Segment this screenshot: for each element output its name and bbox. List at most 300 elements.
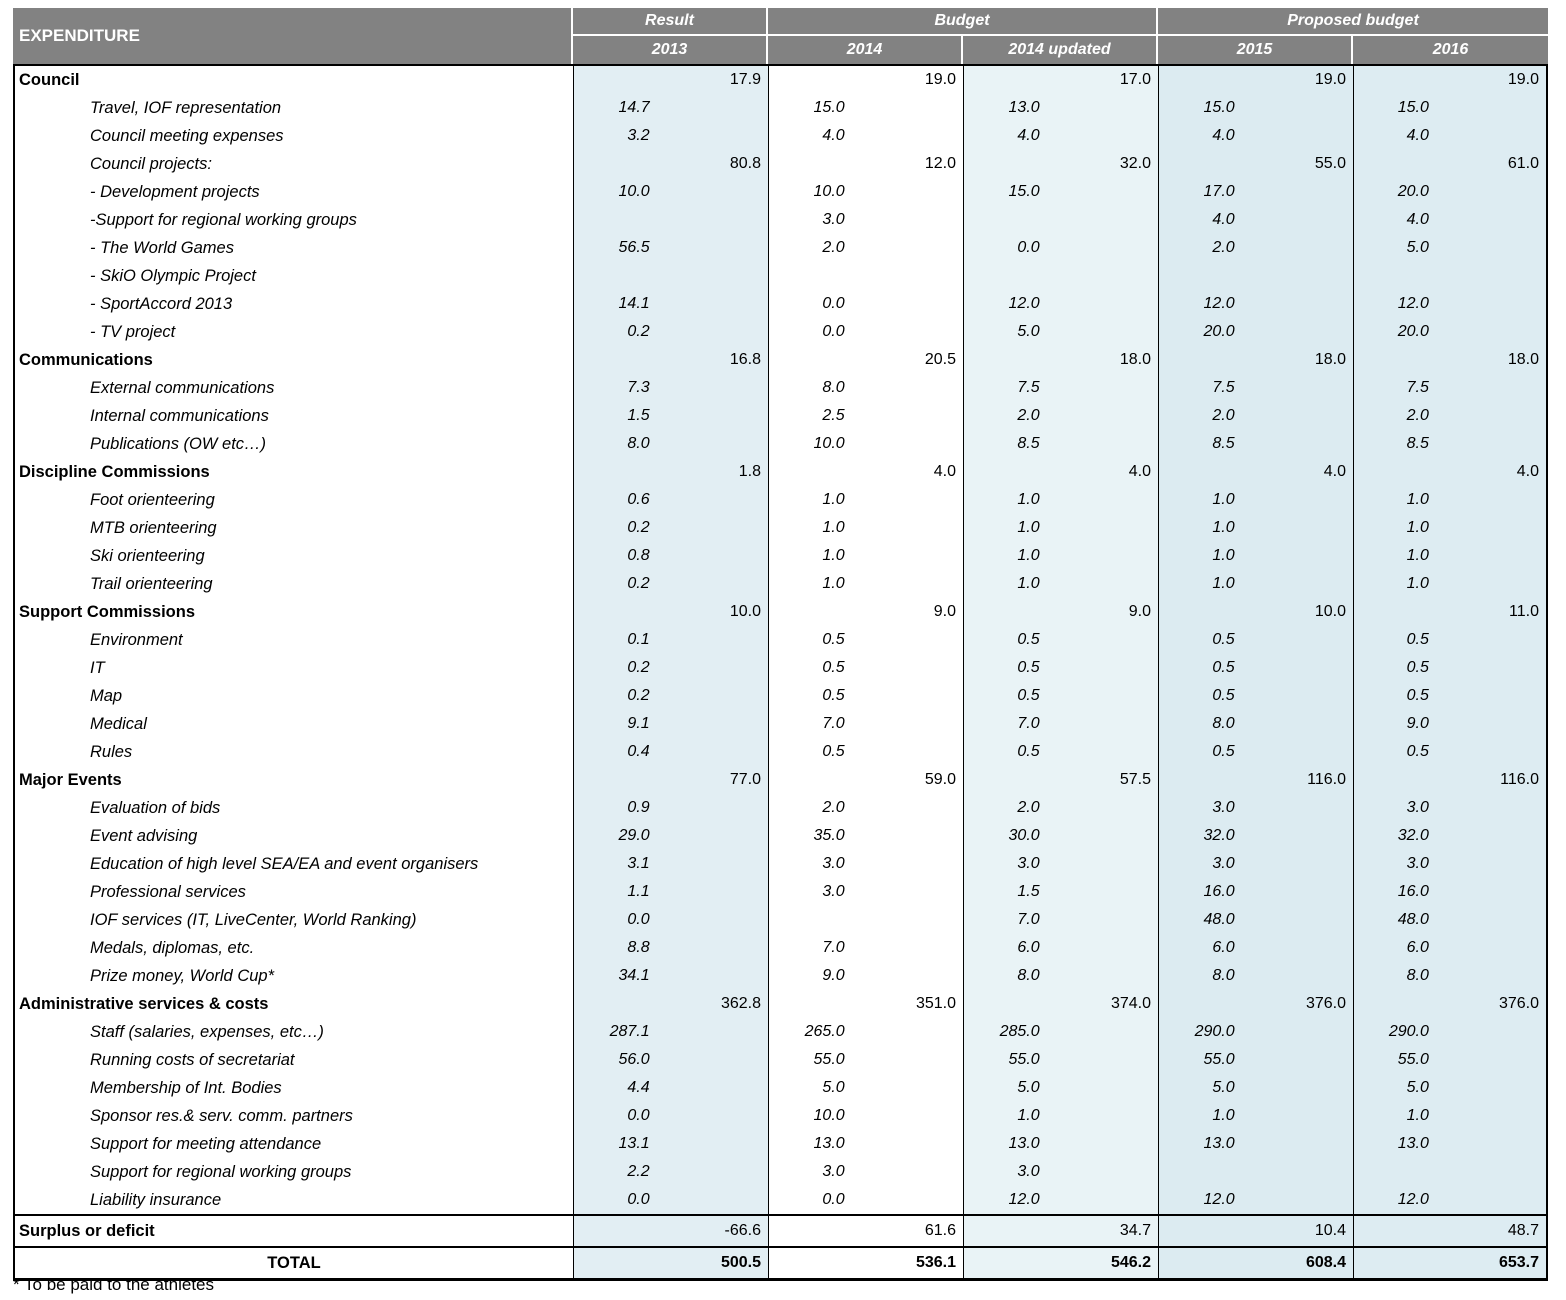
value-cell (1353, 150, 1546, 178)
value-cell (963, 710, 1158, 738)
value-cell (1158, 178, 1353, 206)
value-cell (768, 850, 963, 878)
row-label: Ski orienteering (15, 542, 573, 570)
cell-value: 10.0 (813, 183, 845, 200)
cell-value: 0.2 (627, 575, 650, 592)
cell-value: 20.0 (1203, 323, 1235, 340)
value-cell (768, 402, 963, 430)
cell-value: 1.0 (1406, 519, 1429, 536)
cell-value: 35.0 (813, 827, 845, 844)
cell-value: 1.1 (627, 883, 650, 900)
cell-value: 57.5 (1119, 771, 1151, 788)
cell-value: 5.0 (1406, 1079, 1429, 1096)
cell-value: 11.0 (1509, 603, 1539, 620)
value-cell (573, 822, 768, 850)
cell-value: 34.1 (618, 967, 650, 984)
value-cell (963, 1074, 1158, 1102)
cell-value: 15.0 (813, 99, 845, 116)
item-row (15, 234, 1546, 262)
cell-value: 7.0 (1017, 911, 1040, 928)
cell-value: 1.0 (822, 575, 845, 592)
value-cell (963, 626, 1158, 654)
value-cell (573, 990, 768, 1018)
row-label: Running costs of secretariat (15, 1046, 573, 1074)
cell-value: 13.0 (813, 1135, 845, 1152)
cell-value: 0.8 (627, 547, 650, 564)
value-cell (963, 122, 1158, 150)
cell-value: 10.0 (813, 1107, 845, 1124)
cell-value: 4.0 (1128, 463, 1151, 480)
value-cell (1158, 318, 1353, 346)
value-cell (768, 1046, 963, 1074)
cell-value: 3.0 (1212, 855, 1235, 872)
value-cell (573, 850, 768, 878)
item-row (15, 682, 1546, 710)
cell-value: 8.8 (627, 939, 650, 956)
value-cell (1158, 1102, 1353, 1130)
cell-value: 0.0 (822, 323, 845, 340)
value-cell (768, 738, 963, 766)
header-year-2016: 2016 (1353, 36, 1548, 64)
row-label: Staff (salaries, expenses, etc…) (15, 1018, 573, 1046)
value-cell (573, 962, 768, 990)
cell-value: 9.0 (1128, 603, 1151, 620)
value-cell (1158, 1158, 1353, 1186)
value-cell (1158, 1186, 1353, 1214)
cell-value: 1.8 (738, 463, 761, 480)
value-cell (573, 1046, 768, 1074)
cell-value: 9.0 (933, 603, 956, 620)
value-cell (1353, 346, 1546, 374)
cell-value: 608.4 (1305, 1254, 1346, 1271)
row-label: IOF services (IT, LiveCenter, World Ranking) (15, 906, 573, 934)
value-cell (1353, 94, 1546, 122)
value-cell (963, 850, 1158, 878)
cell-value: 8.0 (1406, 967, 1429, 984)
cell-value: 4.4 (627, 1079, 650, 1096)
item-row (15, 962, 1546, 990)
cell-value: 0.5 (1212, 631, 1235, 648)
cell-value: 4.0 (1212, 127, 1235, 144)
item-row (15, 570, 1546, 598)
row-label: - SportAccord 2013 (15, 290, 573, 318)
item-row (15, 878, 1546, 906)
cell-value: 9.0 (1406, 715, 1429, 732)
value-cell (1353, 570, 1546, 598)
item-row (15, 1046, 1546, 1074)
total-row (15, 1246, 1546, 1278)
cell-value: 290.0 (1194, 1023, 1235, 1040)
row-label: Support Commissions (15, 598, 573, 626)
value-cell (573, 486, 768, 514)
cell-value: 61.0 (1507, 155, 1539, 172)
cell-value: 7.5 (1212, 379, 1235, 396)
item-row (15, 178, 1546, 206)
value-cell (1158, 234, 1353, 262)
row-label: Council meeting expenses (15, 122, 573, 150)
cell-value: 0.4 (627, 743, 650, 760)
cell-value: 0.0 (627, 911, 650, 928)
cell-value: 285.0 (999, 1023, 1040, 1040)
value-cell (1158, 262, 1353, 290)
row-label: Major Events (15, 766, 573, 794)
cell-value: 0.5 (822, 687, 845, 704)
row-label: Education of high level SEA/EA and event organisers (15, 850, 573, 878)
cell-value: 77.0 (729, 771, 761, 788)
value-cell (963, 514, 1158, 542)
value-cell (963, 1248, 1158, 1278)
cell-value: 1.0 (1017, 491, 1040, 508)
expenditure-header: EXPENDITURE (13, 8, 573, 64)
value-cell (573, 122, 768, 150)
item-row (15, 206, 1546, 234)
value-cell (573, 1102, 768, 1130)
cell-value: 3.0 (822, 211, 845, 228)
cell-value: 2.0 (1406, 407, 1429, 424)
value-cell (1158, 990, 1353, 1018)
cell-value: 8.5 (1406, 435, 1429, 452)
value-cell (1158, 150, 1353, 178)
cell-value: 55.0 (1203, 1051, 1235, 1068)
item-row (15, 374, 1546, 402)
value-cell (573, 318, 768, 346)
value-cell (573, 290, 768, 318)
cell-value: 8.0 (1212, 715, 1235, 732)
value-cell (768, 1158, 963, 1186)
value-cell (1158, 654, 1353, 682)
header-group-result: Result (573, 8, 768, 36)
value-cell (1158, 458, 1353, 486)
value-cell (768, 458, 963, 486)
value-cell (1158, 402, 1353, 430)
value-cell (768, 262, 963, 290)
value-cell (1353, 598, 1546, 626)
row-label: Medals, diplomas, etc. (15, 934, 573, 962)
cell-value: 7.3 (627, 379, 650, 396)
row-label: Medical (15, 710, 573, 738)
cell-value: 18.0 (1507, 351, 1539, 368)
row-label: - The World Games (15, 234, 573, 262)
value-cell (768, 374, 963, 402)
value-cell (1353, 234, 1546, 262)
cell-value: 374.0 (1110, 995, 1151, 1012)
value-cell (963, 542, 1158, 570)
row-label: Surplus or deficit (15, 1216, 573, 1246)
value-cell (1158, 598, 1353, 626)
value-cell (963, 374, 1158, 402)
cell-value: 12.0 (1203, 1191, 1235, 1208)
cell-value: 6.0 (1212, 939, 1235, 956)
item-row (15, 402, 1546, 430)
row-label: IT (15, 654, 573, 682)
value-cell (963, 346, 1158, 374)
cell-value: 2.0 (1017, 799, 1040, 816)
value-cell (573, 206, 768, 234)
footnote: * To be paid to the athletes (13, 1275, 215, 1294)
row-label: Trail orienteering (15, 570, 573, 598)
item-row (15, 318, 1546, 346)
cell-value: 55.0 (813, 1051, 845, 1068)
value-cell (1158, 1018, 1353, 1046)
value-cell (768, 906, 963, 934)
value-cell (963, 794, 1158, 822)
cell-value: 0.5 (1017, 631, 1040, 648)
cell-value: 5.0 (1017, 1079, 1040, 1096)
value-cell (1353, 486, 1546, 514)
cell-value: 0.5 (822, 659, 845, 676)
value-cell (768, 346, 963, 374)
cell-value: 0.5 (1406, 659, 1429, 676)
cell-value: 30.0 (1008, 827, 1040, 844)
cell-value: 13.0 (1203, 1135, 1235, 1152)
cell-value: 20.5 (924, 351, 956, 368)
cell-value: 3.0 (822, 855, 845, 872)
cell-value: 5.0 (1017, 323, 1040, 340)
cell-value: 14.7 (618, 99, 650, 116)
value-cell (1353, 1158, 1546, 1186)
value-cell (963, 906, 1158, 934)
cell-value: 17.0 (1119, 71, 1151, 88)
row-label: Council projects: (15, 150, 573, 178)
row-label: Administrative services & costs (15, 990, 573, 1018)
value-cell (1353, 738, 1546, 766)
cell-value: 8.5 (1017, 435, 1040, 452)
cell-value: 12.0 (924, 155, 956, 172)
cell-value: 17.9 (729, 71, 761, 88)
value-cell (963, 934, 1158, 962)
value-cell (963, 1216, 1158, 1246)
value-cell (768, 430, 963, 458)
value-cell (768, 290, 963, 318)
row-label: Council (15, 66, 573, 94)
cell-value: 0.6 (627, 491, 650, 508)
cell-value: 3.0 (822, 1163, 845, 1180)
item-row (15, 1102, 1546, 1130)
value-cell (963, 430, 1158, 458)
cell-value: 10.0 (1314, 603, 1346, 620)
value-cell (573, 542, 768, 570)
cell-value: 8.0 (822, 379, 845, 396)
cell-value: -66.6 (724, 1222, 761, 1239)
value-cell (1353, 178, 1546, 206)
category-row (15, 458, 1546, 486)
item-row (15, 850, 1546, 878)
value-cell (768, 150, 963, 178)
cell-value: 0.5 (1212, 659, 1235, 676)
cell-value: 116.0 (1307, 771, 1346, 788)
value-cell (1353, 1018, 1546, 1046)
cell-value: 1.0 (822, 491, 845, 508)
value-cell (768, 542, 963, 570)
cell-value: 1.0 (1212, 491, 1235, 508)
cell-value: 1.0 (1406, 575, 1429, 592)
value-cell (573, 150, 768, 178)
value-cell (963, 1130, 1158, 1158)
value-cell (1353, 122, 1546, 150)
cell-value: 3.0 (1212, 799, 1235, 816)
value-cell (573, 430, 768, 458)
cell-value: 1.0 (1212, 1107, 1235, 1124)
item-row (15, 262, 1546, 290)
cell-value: 56.5 (618, 239, 650, 256)
cell-value: 1.0 (1017, 519, 1040, 536)
value-cell (573, 598, 768, 626)
value-cell (1353, 1186, 1546, 1214)
cell-value: 500.5 (720, 1254, 761, 1271)
category-row (15, 598, 1546, 626)
value-cell (1158, 1216, 1353, 1246)
cell-value: 15.0 (1397, 99, 1429, 116)
cell-value: 10.0 (729, 603, 761, 620)
value-cell (1353, 1130, 1546, 1158)
row-label: External communications (15, 374, 573, 402)
value-cell (1353, 962, 1546, 990)
cell-value: 1.0 (1212, 575, 1235, 592)
value-cell (573, 794, 768, 822)
value-cell (963, 1018, 1158, 1046)
cell-value: 12.0 (1397, 295, 1429, 312)
cell-value: 13.0 (1008, 1135, 1040, 1152)
row-label: -Support for regional working groups (15, 206, 573, 234)
value-cell (1158, 206, 1353, 234)
row-label: - SkiO Olympic Project (15, 262, 573, 290)
value-cell (573, 514, 768, 542)
cell-value: 376.0 (1305, 995, 1346, 1012)
value-cell (573, 906, 768, 934)
cell-value: 1.0 (1212, 547, 1235, 564)
value-cell (573, 1018, 768, 1046)
value-cell (1158, 346, 1353, 374)
cell-value: 116.0 (1500, 771, 1539, 788)
cell-value: 48.7 (1507, 1222, 1539, 1239)
item-row (15, 906, 1546, 934)
cell-value: 0.0 (1017, 239, 1040, 256)
value-cell (963, 178, 1158, 206)
cell-value: 362.8 (720, 995, 761, 1012)
item-row (15, 1158, 1546, 1186)
value-cell (573, 710, 768, 738)
value-cell (963, 290, 1158, 318)
value-cell (573, 178, 768, 206)
value-cell (573, 654, 768, 682)
value-cell (963, 94, 1158, 122)
item-row (15, 794, 1546, 822)
row-label: Internal communications (15, 402, 573, 430)
value-cell (768, 766, 963, 794)
cell-value: 0.5 (1406, 687, 1429, 704)
cell-value: 0.0 (822, 1191, 845, 1208)
row-label: Evaluation of bids (15, 794, 573, 822)
cell-value: 59.0 (924, 771, 956, 788)
row-label: Communications (15, 346, 573, 374)
value-cell (963, 990, 1158, 1018)
value-cell (768, 654, 963, 682)
value-cell (963, 318, 1158, 346)
item-row (15, 654, 1546, 682)
cell-value: 13.1 (618, 1135, 650, 1152)
cell-value: 12.0 (1203, 295, 1235, 312)
value-cell (1353, 430, 1546, 458)
row-label: - TV project (15, 318, 573, 346)
cell-value: 1.0 (822, 519, 845, 536)
cell-value: 3.0 (1406, 799, 1429, 816)
value-cell (1353, 710, 1546, 738)
cell-value: 0.0 (627, 1107, 650, 1124)
cell-value: 2.0 (1212, 407, 1235, 424)
item-row (15, 1186, 1546, 1214)
header-year-2015: 2015 (1158, 36, 1353, 64)
value-cell (573, 458, 768, 486)
value-cell (1158, 794, 1353, 822)
value-cell (963, 962, 1158, 990)
value-cell (768, 234, 963, 262)
item-row (15, 94, 1546, 122)
value-cell (573, 374, 768, 402)
value-cell (1353, 1216, 1546, 1246)
cell-value: 20.0 (1397, 183, 1429, 200)
cell-value: 0.0 (627, 1191, 650, 1208)
cell-value: 7.0 (822, 939, 845, 956)
cell-value: 10.4 (1314, 1222, 1346, 1239)
value-cell (768, 710, 963, 738)
cell-value: 9.1 (627, 715, 650, 732)
cell-value: 2.0 (1017, 407, 1040, 424)
item-row (15, 542, 1546, 570)
value-cell (573, 626, 768, 654)
cell-value: 5.0 (1212, 1079, 1235, 1096)
value-cell (1158, 1046, 1353, 1074)
cell-value: 0.2 (627, 659, 650, 676)
value-cell (768, 318, 963, 346)
row-label: Professional services (15, 878, 573, 906)
value-cell (1158, 850, 1353, 878)
cell-value: 8.0 (627, 435, 650, 452)
cell-value: 4.0 (1406, 127, 1429, 144)
value-cell (1158, 542, 1353, 570)
value-cell (963, 234, 1158, 262)
value-cell (1353, 850, 1546, 878)
cell-value: 48.0 (1397, 911, 1429, 928)
item-row (15, 710, 1546, 738)
row-label: MTB orienteering (15, 514, 573, 542)
cell-value: 1.5 (1017, 883, 1040, 900)
value-cell (1158, 738, 1353, 766)
cell-value: 0.5 (1212, 743, 1235, 760)
value-cell (573, 878, 768, 906)
item-row (15, 822, 1546, 850)
value-cell (963, 738, 1158, 766)
cell-value: 1.0 (1406, 491, 1429, 508)
row-label: Membership of Int. Bodies (15, 1074, 573, 1102)
value-cell (1158, 486, 1353, 514)
cell-value: 55.0 (1008, 1051, 1040, 1068)
cell-value: 0.9 (627, 799, 650, 816)
value-cell (1158, 906, 1353, 934)
value-cell (1158, 962, 1353, 990)
cell-value: 7.5 (1406, 379, 1429, 396)
value-cell (1158, 514, 1353, 542)
cell-value: 265.0 (804, 1023, 845, 1040)
value-cell (1353, 682, 1546, 710)
table-header (13, 8, 1548, 64)
value-cell (1353, 794, 1546, 822)
item-row (15, 486, 1546, 514)
cell-value: 3.0 (822, 883, 845, 900)
cell-value: 16.0 (1397, 883, 1429, 900)
value-cell (963, 1186, 1158, 1214)
value-cell (963, 654, 1158, 682)
value-cell (768, 1130, 963, 1158)
